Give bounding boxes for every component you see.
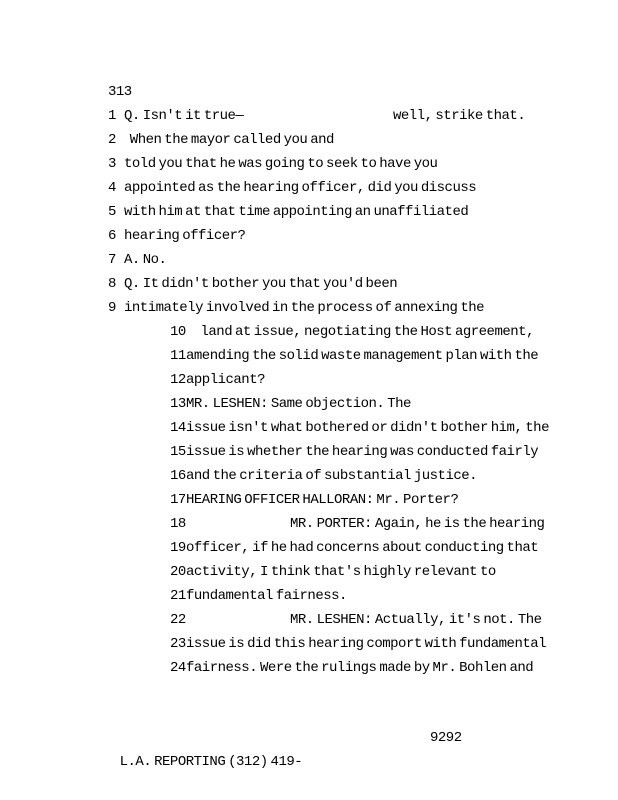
- transcript-body: [108, 80, 549, 680]
- line-text: fairness. Were the rulings made by Mr. Bohlen and: [186, 660, 534, 676]
- line-text-right: MR. PORTER: Again, he is the hearing: [290, 516, 545, 532]
- line-number: 17: [170, 492, 186, 508]
- line-text: officer, if he had concerns about conducting that: [186, 540, 539, 556]
- line-number: 2: [108, 132, 116, 148]
- line-number: 21: [170, 588, 186, 604]
- page-footer: [108, 726, 462, 770]
- line-number: 7: [108, 252, 116, 268]
- line-text: Q. It didn't bother you that you'd been: [124, 276, 398, 292]
- line-number: 22: [170, 612, 186, 628]
- line-number: 12: [170, 372, 186, 388]
- line-text: issue isn't what bothered or didn't bother him, the: [186, 420, 549, 436]
- line-number: 23: [170, 636, 186, 652]
- transcript-line: [108, 296, 549, 320]
- line-number: 8: [108, 276, 116, 292]
- line-text: amending the solid waste management plan with the: [186, 348, 539, 364]
- transcript-line: [170, 344, 549, 368]
- transcript-line: [170, 464, 549, 488]
- line-text: issue is whether the hearing was conducted fairly: [186, 444, 539, 460]
- reporter-phone-suffix: 9292: [430, 730, 462, 746]
- page-number-line: [108, 80, 549, 104]
- transcript-line: [108, 152, 549, 176]
- line-number: 18: [170, 516, 186, 532]
- transcript-line: [108, 224, 549, 248]
- line-number: 9: [108, 300, 116, 316]
- line-text-right: well, strike that.: [393, 108, 526, 124]
- line-text: and the criteria of substantial justice.: [186, 468, 478, 484]
- line-text: intimately involved in the process of annexing the: [124, 300, 485, 316]
- transcript-line: [108, 200, 549, 224]
- line-text: applicant?: [186, 372, 266, 388]
- line-text: with him at that time appointing an unaffiliated: [124, 204, 469, 220]
- transcript-line: [108, 248, 549, 272]
- line-number: 5: [108, 204, 116, 220]
- transcript-line: [170, 440, 549, 464]
- line-text: HEARING OFFICER HALLORAN: Mr. Porter?: [186, 492, 459, 508]
- line-number: 13: [170, 396, 186, 412]
- page-number: 313: [108, 84, 132, 100]
- transcript-line: [170, 320, 549, 344]
- transcript-line: [170, 656, 549, 680]
- line-number: 20: [170, 564, 186, 580]
- line-number: 16: [170, 468, 186, 484]
- transcript-line: [170, 512, 549, 536]
- line-number: 14: [170, 420, 186, 436]
- line-text: A. No.: [124, 252, 167, 268]
- transcript-line: [108, 104, 549, 128]
- line-number: 4: [108, 180, 116, 196]
- transcript-line: [170, 536, 549, 560]
- transcript-line: [170, 368, 549, 392]
- transcript-line: [170, 392, 549, 416]
- transcript-line: [170, 416, 549, 440]
- line-text: Q. Isn't it true—: [124, 108, 244, 124]
- line-number: 11: [170, 348, 186, 364]
- line-number: 15: [170, 444, 186, 460]
- line-text: MR. LESHEN: Same objection. The: [186, 396, 411, 412]
- line-text: fundamental fairness.: [186, 588, 347, 604]
- transcript-line: [108, 176, 549, 200]
- transcript-line: [170, 560, 549, 584]
- line-text: issue is did this hearing comport with fundamental: [186, 636, 547, 652]
- line-text: activity, I think that's highly relevant to: [186, 564, 496, 580]
- line-number: 1: [108, 108, 116, 124]
- transcript-line: [170, 632, 549, 656]
- line-number: 19: [170, 540, 186, 556]
- transcript-line: [170, 608, 549, 632]
- line-text: told you that he was going to seek to have you: [124, 156, 438, 172]
- line-number: 24: [170, 660, 186, 676]
- line-number: 3: [108, 156, 116, 172]
- line-number: 10: [170, 324, 186, 340]
- line-text: When the mayor called you and: [124, 132, 334, 148]
- line-text: hearing officer?: [124, 228, 246, 244]
- reporter-info: L.A. REPORTING (312) 419-: [119, 754, 303, 770]
- transcript-line: [108, 272, 549, 296]
- line-text: land at issue, negotiating the Host agreement,: [186, 324, 534, 340]
- line-text: appointed as the hearing officer, did you discuss: [124, 180, 477, 196]
- line-number: 6: [108, 228, 116, 244]
- transcript-line: [170, 488, 549, 512]
- transcript-line: [108, 128, 549, 152]
- line-text-right: MR. LESHEN: Actually, it's not. The: [290, 612, 542, 628]
- transcript-line: [170, 584, 549, 608]
